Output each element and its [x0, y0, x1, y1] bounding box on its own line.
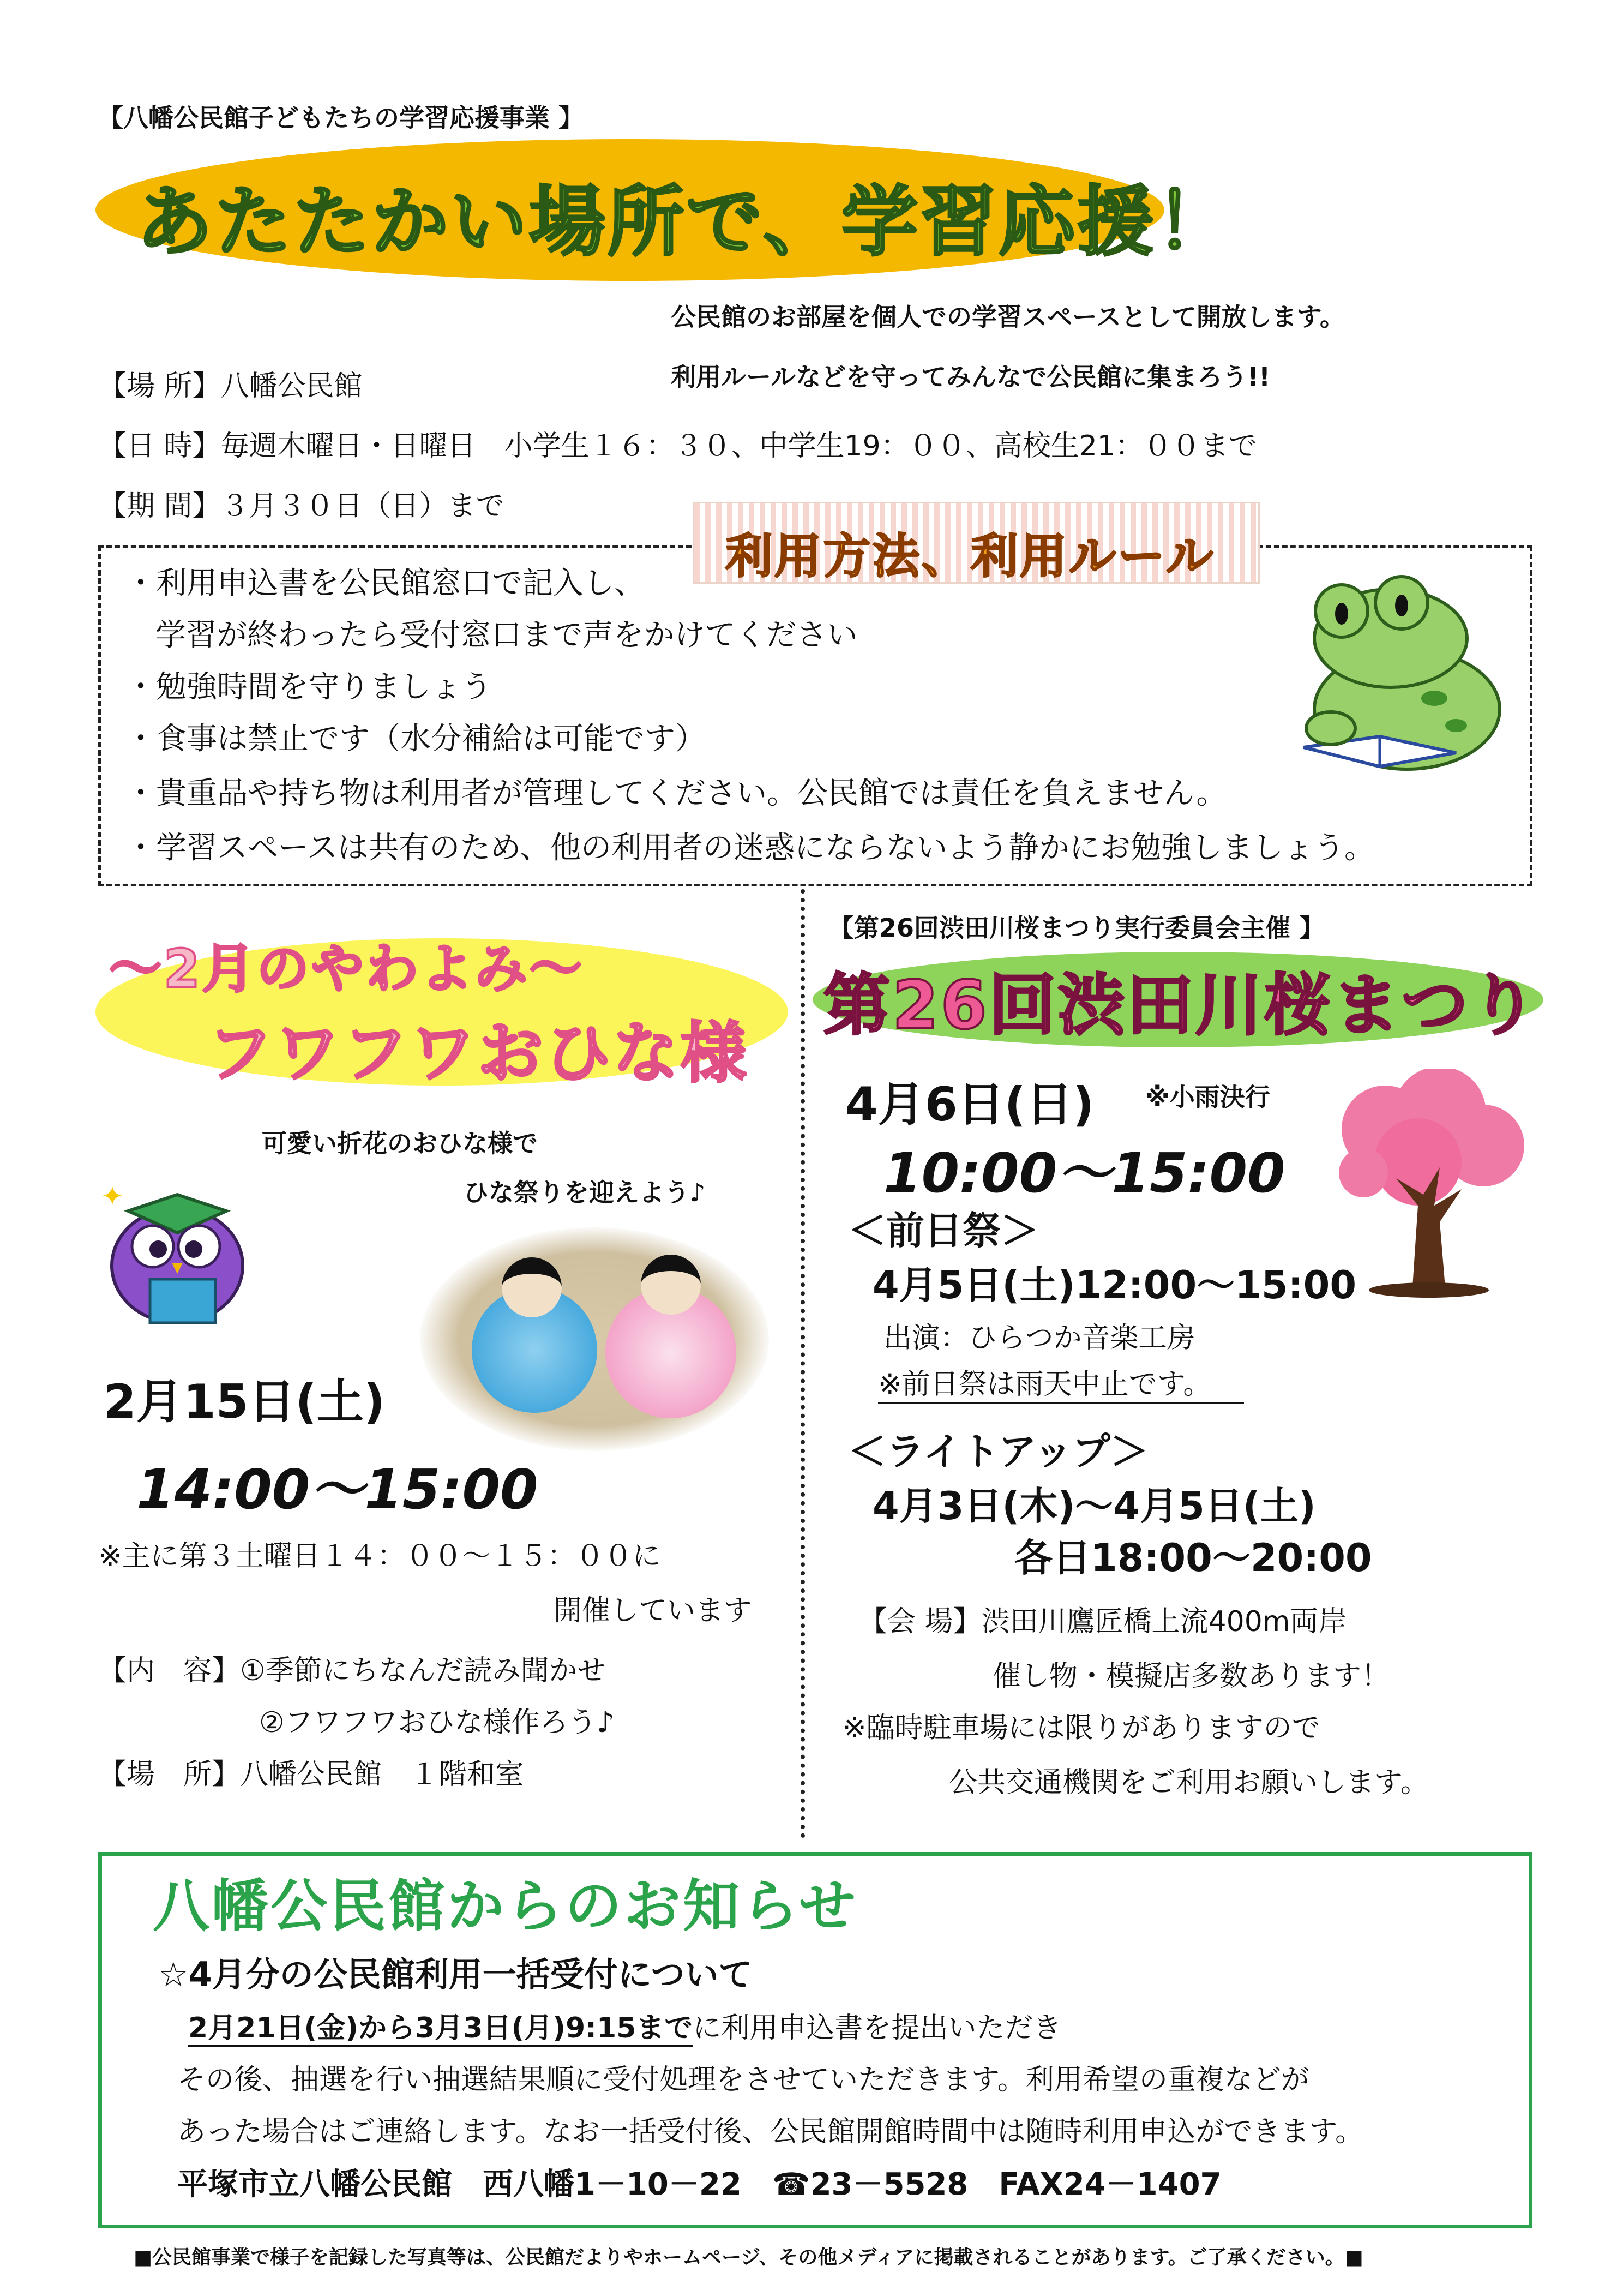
- yawayomi-note-2: 開催しています: [554, 1594, 753, 1627]
- intro-line-2: 利用ルールなどを守ってみんなで公民館に集まろう!!: [671, 362, 1271, 392]
- notice-deadline: 2月21日(金)から3月3日(月)9:15まで: [188, 2012, 693, 2047]
- frog-reading-illustration: [1271, 573, 1522, 780]
- notice-line-1-rest: に利用申込書を提出いただき: [693, 2012, 1062, 2045]
- notice-title: 八幡公民館からのお知らせ: [153, 1873, 858, 1939]
- eve-heading: ＜前日祭＞: [848, 1208, 1039, 1253]
- lightup-dates: 4月3日(木)～4月5日(土): [873, 1484, 1316, 1528]
- eve-time: 4月5日(土)12:00～15:00: [873, 1263, 1357, 1308]
- festival-parking-2: 公共交通機関をご利用お願いします。: [949, 1766, 1429, 1799]
- obina-face: [502, 1257, 562, 1317]
- notice-line-3: あった場合はご連絡します。なお一括受付後、公民館開館時間中は随時利用申込ができます。: [177, 2115, 1364, 2148]
- festival-venue: 【会 場】渋田川鷹匠橋上流400m両岸: [859, 1605, 1347, 1638]
- hina-doll-photo: [420, 1227, 769, 1451]
- yawayomi-content-1: 【内 容】①季節にちなんだ読み聞かせ: [98, 1654, 606, 1687]
- main-title: あたたかい場所で、学習応援！: [136, 178, 1235, 267]
- eve-performer: 出演：ひらつか音楽工房: [883, 1322, 1195, 1354]
- study-time: 【日 時】毎週木曜日・日曜日 小学生１６：３０、中学生19：００、高校生21：００まで: [98, 430, 1257, 463]
- study-place: 【場 所】八幡公民館: [98, 370, 363, 403]
- owl-reading-illustration: [90, 1173, 270, 1331]
- yawayomi-lead-1: 可愛い折花のおひな様で: [262, 1129, 538, 1158]
- yawayomi-note-1: ※主に第３土曜日１４：００～１５：００に: [98, 1540, 661, 1573]
- yawayomi-title-1: ～2月のやわよみ～: [109, 938, 584, 999]
- yawayomi-date: 2月15日(土): [104, 1375, 386, 1429]
- rule-item-1b: 学習が終わったら受付窓口まで声をかけてください: [155, 618, 858, 653]
- festival-time: 10:00～15:00: [883, 1141, 1285, 1205]
- festival-events: 催し物・模擬店多数あります！: [993, 1660, 1390, 1693]
- festival-date: 4月6日(日): [845, 1077, 1095, 1132]
- footer-note: ■公民館事業で様子を記録した写真等は、公民館だよりやホームページ、その他メディアに掲載されることがあります。ご了承ください。■: [134, 2246, 1363, 2269]
- yawayomi-time: 14:00～15:00: [136, 1458, 538, 1521]
- yawayomi-content-2: ②フワフワおひな様作ろう♪: [259, 1706, 615, 1739]
- notice-line-1: [188, 2005, 1061, 2046]
- column-divider: [801, 889, 805, 1838]
- lightup-heading: ＜ライトアップ＞: [848, 1429, 1149, 1474]
- festival-parking-1: ※臨時駐車場には限りがありますので: [843, 1712, 1320, 1745]
- rule-item-1: ・利用申込書を公民館窓口で記入し、: [125, 566, 645, 601]
- yawayomi-title-2: フワフワおひな様: [207, 1016, 748, 1092]
- notice-contact: 平塚市立八幡公民館 西八幡1－10－22 ☎23－5528 FAX24－1407: [177, 2167, 1222, 2202]
- cherry-tree-illustration: [1331, 1069, 1527, 1298]
- rule-item-4: ・貴重品や持ち物は利用者が管理してください。公民館では責任を負えません。: [125, 776, 1227, 811]
- notice-subtitle: ☆4月分の公民館利用一括受付について: [158, 1955, 753, 1994]
- yawayomi-place: 【場 所】八幡公民館 １階和室: [98, 1758, 524, 1791]
- rule-item-3: ・食事は禁止です（水分補給は可能です）: [125, 721, 706, 757]
- notice-line-2: その後、抽選を行い抽選結果順に受付処理をさせていただきます。利用希望の重複などが: [177, 2064, 1309, 2096]
- intro-line-1: 公民館のお部屋を個人での学習スペースとして開放します。: [671, 302, 1345, 332]
- eve-rain-note: ※前日祭は雨天中止です。: [878, 1361, 1244, 1404]
- yawayomi-lead-2: ひな祭りを迎えよう♪: [464, 1178, 706, 1207]
- festival-rain-note: ※小雨決行: [1145, 1082, 1270, 1112]
- study-period: 【期 間】３月３０日（日）まで: [98, 490, 504, 523]
- lightup-time: 各日18:00～20:00: [1014, 1536, 1372, 1580]
- mebina-face: [641, 1255, 701, 1315]
- festival-tag: 【第26回渋田川桜まつり実行委員会主催 】: [829, 913, 1325, 943]
- rules-heading: 利用方法、利用ルール: [725, 529, 1216, 584]
- festival-title: 第26回渋田川桜まつり: [823, 967, 1539, 1044]
- rule-item-5: ・学習スペースは共有のため、他の利用者の迷惑にならないよう静かにお勉強しましょう。: [125, 830, 1375, 866]
- svg-text:✦: ✦: [101, 1180, 124, 1212]
- program-tag: 【八幡公民館子どもたちの学習応援事業 】: [98, 103, 584, 133]
- rule-item-2: ・勉強時間を守りましょう: [125, 669, 492, 705]
